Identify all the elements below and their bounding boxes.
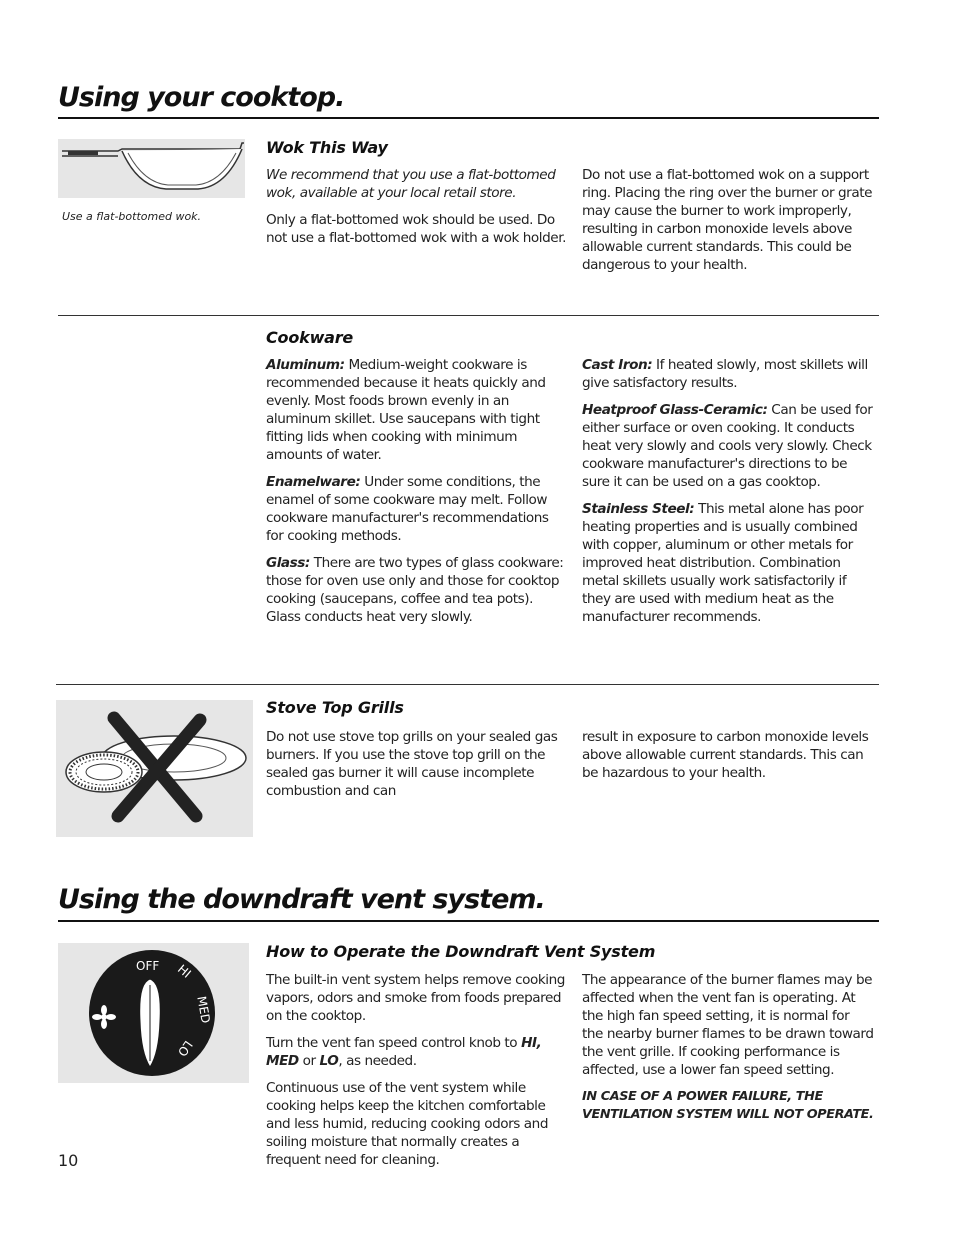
aluminum-text: Medium-weight cookware is recommended because it heats quickly and evenly. Most foods brown evenly in an aluminum skillet. Use saucepans with tight fitting lids when cooking with minimum amounts of water. xyxy=(266,357,546,463)
wok-col2 xyxy=(582,166,874,283)
section-title-cooktop: Using your cooktop. xyxy=(58,82,345,113)
no-grill-icon xyxy=(56,700,253,837)
divider xyxy=(58,315,879,316)
vent-knob-illustration xyxy=(58,943,249,1083)
glass-label: Glass: xyxy=(266,555,310,571)
cookware-aluminum xyxy=(266,356,566,464)
aluminum-label: Aluminum: xyxy=(266,357,345,373)
section-title-downdraft: Using the downdraft vent system. xyxy=(58,884,545,915)
section-rule xyxy=(58,117,879,119)
downdraft-col1 xyxy=(266,971,566,1178)
glassceramic-label: Heatproof Glass-Ceramic: xyxy=(582,402,768,418)
p2-med: MED xyxy=(266,1053,299,1069)
castiron-label: Cast Iron: xyxy=(582,357,653,373)
grills-col1-text: Do not use stove top grills on your sealed gas burners. If you use the stove top grill on the sealed gas burner it will cause incomplete combustion and can xyxy=(266,729,558,799)
wok-col1-text: Only a flat-bottomed wok should be used. Do not use a flat-bottomed wok with a wok holder. xyxy=(266,212,566,246)
wok-col1 xyxy=(266,166,566,256)
page-number: 10 xyxy=(58,1151,79,1170)
downdraft-col2 xyxy=(582,971,874,1124)
wok-caption: Use a flat-bottomed wok. xyxy=(62,210,202,223)
stainless-label: Stainless Steel: xyxy=(582,501,695,517)
grills-heading: Stove Top Grills xyxy=(266,698,404,717)
enamelware-label: Enamelware: xyxy=(266,474,361,490)
downdraft-p4: The appearance of the burner flames may be affected when the vent fan is operating. At the high fan speed setting, it is normal for the nearby burner flames to be drawn toward the vent grille. If cooking performance is affected, use a lower fan speed setting. xyxy=(582,972,874,1078)
section-rule xyxy=(58,920,879,922)
knob-off-label: OFF xyxy=(136,959,160,973)
cookware-col1 xyxy=(266,356,566,635)
glass-text: There are two types of glass cookware: those for oven use only and those for cooktop cooking (saucepans, coffee and tea pots). Glass conducts heat very slowly. xyxy=(266,555,564,625)
wok-icon xyxy=(58,139,245,198)
p2-start: Turn the vent fan speed control knob to xyxy=(266,1035,522,1051)
cookware-glassceramic xyxy=(582,401,877,491)
downdraft-p2 xyxy=(266,1034,566,1070)
cookware-glass xyxy=(266,554,566,626)
cookware-col2 xyxy=(582,356,877,635)
grill-illustration xyxy=(56,700,253,837)
cookware-castiron xyxy=(582,356,877,392)
p2-lo: LO xyxy=(319,1053,339,1069)
glassceramic-text: Can be used for either surface or oven cooking. It conducts heat very slowly and cools very slowly. Check cookware manufacturer's directions to be sure it can be used on a gas cooktop. xyxy=(582,402,873,490)
p2-end: , as needed. xyxy=(338,1053,417,1069)
p2-hi: HI, xyxy=(521,1035,542,1051)
knob-hi-label: HI xyxy=(175,962,194,981)
wok-heading: Wok This Way xyxy=(266,138,388,157)
cookware-heading: Cookware xyxy=(266,328,354,347)
downdraft-p3: Continuous use of the vent system while cooking helps keep the kitchen comfortable and less humid, reducing cooking odors and soiling moisture that normally creates a frequent need for cleaning. xyxy=(266,1080,549,1168)
grills-col2-text: result in exposure to carbon monoxide levels above allowable current standards. This can be hazardous to your health. xyxy=(582,729,869,781)
grills-col2 xyxy=(582,728,877,791)
knob-lo-label: LO xyxy=(174,1038,196,1059)
downdraft-heading: How to Operate the Downdraft Vent System xyxy=(266,942,656,961)
wok-col2-text: Do not use a flat-bottomed wok on a support ring. Placing the ring over the burner or grate may cause the burner to work improperly, resulting in carbon monoxide levels above allowable current standards. This could be dangerous to your health. xyxy=(582,167,872,273)
stainless-text: This metal alone has poor heating properties and is usually combined with copper, aluminum or other metals for improved heat distribution. Combination metal skillets usually work satisfactorily if they are used with medium heat as the manufacturer recommends. xyxy=(582,501,864,625)
cookware-stainless xyxy=(582,500,877,626)
downdraft-p1: The built-in vent system helps remove cooking vapors, odors and smoke from foods prepared on the cooktop. xyxy=(266,972,565,1024)
knob-med-label: MED xyxy=(194,995,213,1025)
wok-intro: We recommend that you use a flat-bottomed wok, available at your local retail store. xyxy=(266,167,556,201)
fan-knob-icon xyxy=(58,943,249,1083)
p2-or: or xyxy=(298,1053,320,1069)
wok-illustration xyxy=(58,139,245,198)
enamelware-text: Under some conditions, the enamel of some cookware may melt. Follow cookware manufacturer's recommendations for cooking methods. xyxy=(266,474,549,544)
grills-col1 xyxy=(266,728,566,809)
power-failure-warning: IN CASE OF A POWER FAILURE, THE VENTILATION SYSTEM WILL NOT OPERATE. xyxy=(582,1089,874,1122)
cookware-enamelware xyxy=(266,473,566,545)
divider xyxy=(56,684,879,685)
castiron-text: If heated slowly, most skillets will give satisfactory results. xyxy=(582,357,868,391)
